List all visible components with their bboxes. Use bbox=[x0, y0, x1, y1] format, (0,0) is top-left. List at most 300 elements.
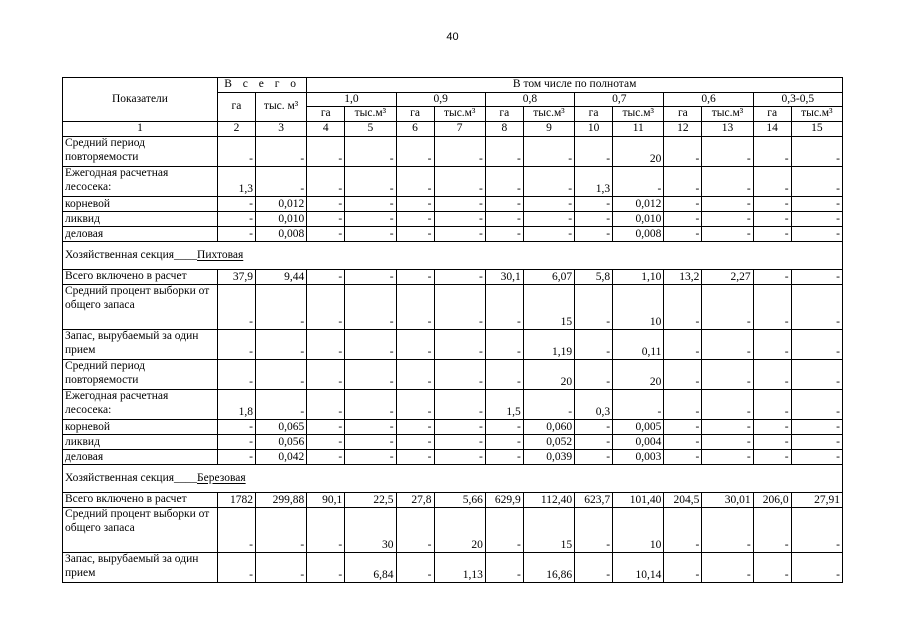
table-cell: - bbox=[791, 167, 842, 197]
table-cell: - bbox=[664, 227, 702, 242]
table-cell: - bbox=[434, 227, 485, 242]
column-number: 2 bbox=[217, 122, 255, 137]
table-cell: - bbox=[485, 420, 523, 435]
header-unit-ha: га bbox=[753, 107, 791, 122]
table-cell: - bbox=[575, 450, 613, 465]
table-cell: - bbox=[702, 435, 753, 450]
page-number: 40 bbox=[446, 31, 459, 43]
table-cell: - bbox=[753, 508, 791, 553]
table-cell: - bbox=[307, 330, 345, 360]
table-cell: - bbox=[575, 553, 613, 583]
header-indicators: Показатели bbox=[63, 78, 218, 122]
table-cell: - bbox=[791, 390, 842, 420]
table-cell: - bbox=[791, 508, 842, 553]
table-cell: - bbox=[664, 450, 702, 465]
table-cell: - bbox=[753, 330, 791, 360]
table-cell: - bbox=[753, 167, 791, 197]
table-cell: - bbox=[485, 553, 523, 583]
table-cell: - bbox=[396, 167, 434, 197]
table-cell: - bbox=[434, 450, 485, 465]
table-cell: - bbox=[575, 435, 613, 450]
section-prefix: Хозяйственная секция bbox=[65, 471, 175, 484]
table-cell: 16,86 bbox=[523, 553, 574, 583]
table-cell: 1,5 bbox=[485, 390, 523, 420]
table-cell: - bbox=[791, 197, 842, 212]
table-cell: - bbox=[345, 227, 396, 242]
table-cell: - bbox=[307, 420, 345, 435]
table-cell: - bbox=[396, 330, 434, 360]
row-label: Всего включено в расчет bbox=[63, 270, 218, 285]
table-cell: - bbox=[307, 435, 345, 450]
table-row bbox=[63, 553, 843, 583]
column-number: 6 bbox=[396, 122, 434, 137]
table-cell: - bbox=[575, 197, 613, 212]
table-cell: - bbox=[791, 450, 842, 465]
table-cell: - bbox=[434, 285, 485, 330]
table-cell: 1,10 bbox=[613, 270, 664, 285]
table-cell: - bbox=[791, 330, 842, 360]
table-cell: - bbox=[434, 137, 485, 167]
table-cell: - bbox=[434, 330, 485, 360]
table-cell: 27,8 bbox=[396, 493, 434, 508]
table-cell: - bbox=[523, 227, 574, 242]
header-total: В с е г о bbox=[217, 78, 306, 93]
header-unit-volume: тыс.м³ bbox=[613, 107, 664, 122]
table-cell: - bbox=[255, 508, 306, 553]
table-row bbox=[63, 450, 843, 465]
table-cell: - bbox=[791, 435, 842, 450]
table-cell: - bbox=[217, 508, 255, 553]
table-cell: - bbox=[396, 212, 434, 227]
table-cell: - bbox=[664, 360, 702, 390]
table-cell: 0,3 bbox=[575, 390, 613, 420]
table-cell: 0,010 bbox=[613, 212, 664, 227]
table-cell: - bbox=[485, 508, 523, 553]
table-cell: - bbox=[753, 390, 791, 420]
table-cell: - bbox=[791, 212, 842, 227]
table-cell: 30 bbox=[345, 508, 396, 553]
section-name: Березовая bbox=[197, 471, 246, 484]
section-header bbox=[63, 242, 843, 270]
row-label: Средний процент выборки от общего запаса bbox=[63, 508, 218, 553]
table-cell: - bbox=[345, 360, 396, 390]
column-number: 1 bbox=[63, 122, 218, 137]
table-cell: 0,11 bbox=[613, 330, 664, 360]
table-cell: 0,005 bbox=[613, 420, 664, 435]
header-total-ha: га bbox=[217, 92, 255, 122]
table-cell: 1782 bbox=[217, 493, 255, 508]
row-label: Средний процент выборки от общего запаса bbox=[63, 285, 218, 330]
table-cell: - bbox=[753, 360, 791, 390]
table-cell: 1,8 bbox=[217, 390, 255, 420]
table-cell: - bbox=[217, 553, 255, 583]
table-row bbox=[63, 285, 843, 330]
table-cell: 0,008 bbox=[613, 227, 664, 242]
table-cell: - bbox=[345, 270, 396, 285]
table-cell: - bbox=[345, 285, 396, 330]
column-number: 13 bbox=[702, 122, 753, 137]
table-cell: - bbox=[753, 137, 791, 167]
table-cell: 10 bbox=[613, 285, 664, 330]
table-cell: - bbox=[613, 167, 664, 197]
header-density: 0,7 bbox=[575, 92, 664, 107]
table-cell: - bbox=[345, 420, 396, 435]
table-row bbox=[63, 508, 843, 553]
table-cell: - bbox=[753, 227, 791, 242]
table-cell: - bbox=[485, 285, 523, 330]
row-label: деловая bbox=[63, 450, 218, 465]
table-cell: - bbox=[791, 270, 842, 285]
section-prefix: Хозяйственная секция bbox=[65, 248, 175, 261]
section-underline: ____ bbox=[174, 248, 198, 261]
table-cell: 5,66 bbox=[434, 493, 485, 508]
table-cell: - bbox=[702, 197, 753, 212]
table-cell: - bbox=[396, 390, 434, 420]
table-cell: - bbox=[702, 167, 753, 197]
table-cell: - bbox=[485, 450, 523, 465]
row-label: корневой bbox=[63, 197, 218, 212]
table-row bbox=[63, 390, 843, 420]
table-row bbox=[63, 212, 843, 227]
table-cell: - bbox=[702, 508, 753, 553]
table-cell: - bbox=[307, 167, 345, 197]
table-cell: - bbox=[664, 553, 702, 583]
row-label: ликвид bbox=[63, 212, 218, 227]
table-cell: - bbox=[664, 435, 702, 450]
table-cell: - bbox=[345, 330, 396, 360]
table-row bbox=[63, 197, 843, 212]
header-density: 1,0 bbox=[307, 92, 396, 107]
table-cell: - bbox=[217, 212, 255, 227]
table-cell: - bbox=[434, 420, 485, 435]
header-unit-volume: тыс.м³ bbox=[345, 107, 396, 122]
table-cell: 1,19 bbox=[523, 330, 574, 360]
row-label: Запас, вырубаемый за один прием bbox=[63, 330, 218, 360]
table-cell: - bbox=[345, 450, 396, 465]
table-cell: - bbox=[702, 285, 753, 330]
table-cell: - bbox=[575, 285, 613, 330]
table-cell: 10,14 bbox=[613, 553, 664, 583]
table-cell: - bbox=[396, 420, 434, 435]
table-cell: - bbox=[434, 270, 485, 285]
table-cell: - bbox=[523, 137, 574, 167]
table-cell: - bbox=[217, 197, 255, 212]
header-unit-ha: га bbox=[485, 107, 523, 122]
table-cell: - bbox=[485, 167, 523, 197]
table-cell: - bbox=[434, 212, 485, 227]
table-cell: - bbox=[217, 450, 255, 465]
table-cell: - bbox=[575, 420, 613, 435]
column-number: 3 bbox=[255, 122, 306, 137]
row-label: Средний период повторяемости bbox=[63, 137, 218, 167]
table-cell: - bbox=[307, 360, 345, 390]
table-cell: - bbox=[255, 390, 306, 420]
table-cell: - bbox=[702, 420, 753, 435]
table-cell: 0,003 bbox=[613, 450, 664, 465]
column-number: 10 bbox=[575, 122, 613, 137]
table-cell: - bbox=[613, 390, 664, 420]
header-unit-volume: тыс.м³ bbox=[434, 107, 485, 122]
table-cell: 299,88 bbox=[255, 493, 306, 508]
table-cell: - bbox=[702, 212, 753, 227]
table-cell: - bbox=[434, 435, 485, 450]
table-cell: - bbox=[664, 167, 702, 197]
table-cell: - bbox=[345, 435, 396, 450]
table-cell: - bbox=[255, 360, 306, 390]
table-cell: 629,9 bbox=[485, 493, 523, 508]
table-cell: 30,1 bbox=[485, 270, 523, 285]
table-cell: - bbox=[307, 137, 345, 167]
row-label: Ежегодная расчетная лесосека: bbox=[63, 167, 218, 197]
table-cell: - bbox=[396, 270, 434, 285]
table-cell: 101,40 bbox=[613, 493, 664, 508]
table-cell: - bbox=[753, 553, 791, 583]
table-cell: - bbox=[753, 435, 791, 450]
table-cell: - bbox=[753, 270, 791, 285]
table-cell: 15 bbox=[523, 508, 574, 553]
table-cell: - bbox=[485, 137, 523, 167]
table-cell: - bbox=[523, 167, 574, 197]
table-cell: - bbox=[396, 450, 434, 465]
table-cell: - bbox=[255, 330, 306, 360]
table-cell: - bbox=[664, 330, 702, 360]
table-cell: - bbox=[753, 285, 791, 330]
table-cell: - bbox=[255, 137, 306, 167]
row-label: корневой bbox=[63, 420, 218, 435]
table-cell: - bbox=[664, 137, 702, 167]
table-row bbox=[63, 435, 843, 450]
row-label: ликвид bbox=[63, 435, 218, 450]
row-label: Запас, вырубаемый за один прием bbox=[63, 553, 218, 583]
table-cell: 0,010 bbox=[255, 212, 306, 227]
table-cell: - bbox=[791, 420, 842, 435]
table-cell: 27,91 bbox=[791, 493, 842, 508]
table-cell: - bbox=[396, 227, 434, 242]
table-cell: - bbox=[753, 450, 791, 465]
header-density: 0,8 bbox=[485, 92, 574, 107]
section-name: Пихтовая bbox=[197, 248, 244, 261]
table-cell: - bbox=[791, 285, 842, 330]
table-row bbox=[63, 360, 843, 390]
table-cell: - bbox=[523, 212, 574, 227]
column-number: 9 bbox=[523, 122, 574, 137]
table-cell: - bbox=[217, 360, 255, 390]
table-cell: - bbox=[523, 390, 574, 420]
column-number: 8 bbox=[485, 122, 523, 137]
column-number: 7 bbox=[434, 122, 485, 137]
table-cell: - bbox=[702, 227, 753, 242]
table-cell: - bbox=[307, 270, 345, 285]
table-cell: 20 bbox=[613, 360, 664, 390]
table-cell: - bbox=[396, 197, 434, 212]
table-cell: - bbox=[664, 285, 702, 330]
table-cell: - bbox=[345, 390, 396, 420]
table-cell: - bbox=[396, 508, 434, 553]
table-cell: 0,012 bbox=[255, 197, 306, 212]
table-cell: - bbox=[575, 508, 613, 553]
table-cell: - bbox=[485, 330, 523, 360]
table-cell: 0,004 bbox=[613, 435, 664, 450]
table-cell: - bbox=[575, 212, 613, 227]
table-cell: - bbox=[702, 553, 753, 583]
column-number: 4 bbox=[307, 122, 345, 137]
table-cell: - bbox=[485, 227, 523, 242]
table-cell: 90,1 bbox=[307, 493, 345, 508]
table-cell: - bbox=[307, 390, 345, 420]
table-cell: - bbox=[753, 420, 791, 435]
table-cell: - bbox=[702, 390, 753, 420]
table-cell: 623,7 bbox=[575, 493, 613, 508]
table-cell: 0,008 bbox=[255, 227, 306, 242]
header-unit-volume: тыс.м³ bbox=[791, 107, 842, 122]
table-cell: - bbox=[307, 212, 345, 227]
table-cell: 0,052 bbox=[523, 435, 574, 450]
table-cell: 0,056 bbox=[255, 435, 306, 450]
header-total-volume: тыс. м³ bbox=[255, 92, 306, 122]
table-cell: - bbox=[702, 137, 753, 167]
table-cell: - bbox=[434, 360, 485, 390]
table-cell: - bbox=[307, 508, 345, 553]
table-cell: - bbox=[791, 137, 842, 167]
table-row bbox=[63, 330, 843, 360]
table-cell: - bbox=[702, 450, 753, 465]
table-cell: 37,9 bbox=[217, 270, 255, 285]
table-cell: 0,065 bbox=[255, 420, 306, 435]
section-row bbox=[63, 465, 843, 493]
section-underline: ____ bbox=[174, 471, 198, 484]
table-cell: - bbox=[791, 360, 842, 390]
table-cell: - bbox=[255, 553, 306, 583]
table-cell: - bbox=[485, 435, 523, 450]
table-cell: - bbox=[255, 167, 306, 197]
table-cell: - bbox=[664, 420, 702, 435]
header-density: 0,3-0,5 bbox=[753, 92, 842, 107]
table-cell: 1,13 bbox=[434, 553, 485, 583]
table-cell: - bbox=[575, 360, 613, 390]
table-cell: 0,060 bbox=[523, 420, 574, 435]
header-unit-volume: тыс.м³ bbox=[523, 107, 574, 122]
header-by-density: В том числе по полнотам bbox=[307, 78, 843, 93]
table-cell: - bbox=[345, 137, 396, 167]
table-cell: 5,8 bbox=[575, 270, 613, 285]
row-label: Средний период повторяемости bbox=[63, 360, 218, 390]
table-cell: - bbox=[217, 330, 255, 360]
table-cell: - bbox=[345, 212, 396, 227]
header-unit-ha: га bbox=[307, 107, 345, 122]
row-label: Ежегодная расчетная лесосека: bbox=[63, 390, 218, 420]
table-cell: - bbox=[523, 197, 574, 212]
table-cell: - bbox=[664, 197, 702, 212]
table-row bbox=[63, 167, 843, 197]
table-cell: 1,3 bbox=[575, 167, 613, 197]
table-cell: - bbox=[575, 330, 613, 360]
table-cell: 13,2 bbox=[664, 270, 702, 285]
table-cell: 20 bbox=[434, 508, 485, 553]
table-cell: - bbox=[485, 197, 523, 212]
table-row bbox=[63, 137, 843, 167]
column-number: 5 bbox=[345, 122, 396, 137]
table-cell: - bbox=[434, 197, 485, 212]
table-cell: - bbox=[217, 285, 255, 330]
table-cell: - bbox=[307, 285, 345, 330]
header-unit-ha: га bbox=[396, 107, 434, 122]
table-cell: 0,042 bbox=[255, 450, 306, 465]
table-cell: 10 bbox=[613, 508, 664, 553]
row-label: Всего включено в расчет bbox=[63, 493, 218, 508]
table-cell: - bbox=[307, 197, 345, 212]
table-cell: - bbox=[791, 553, 842, 583]
header-density: 0,9 bbox=[396, 92, 485, 107]
table-cell: - bbox=[702, 330, 753, 360]
table-cell: 206,0 bbox=[753, 493, 791, 508]
table-cell: 20 bbox=[613, 137, 664, 167]
table-cell: - bbox=[345, 197, 396, 212]
table-cell: - bbox=[217, 137, 255, 167]
table-cell: 2,27 bbox=[702, 270, 753, 285]
table-cell: - bbox=[664, 508, 702, 553]
table-cell: - bbox=[575, 227, 613, 242]
table-cell: - bbox=[255, 285, 306, 330]
table-row bbox=[63, 493, 843, 508]
table-cell: 112,40 bbox=[523, 493, 574, 508]
table-cell: 0,039 bbox=[523, 450, 574, 465]
table-cell: - bbox=[575, 137, 613, 167]
section-header bbox=[63, 465, 843, 493]
table-cell: - bbox=[485, 212, 523, 227]
table-cell: - bbox=[307, 227, 345, 242]
table-cell: - bbox=[485, 360, 523, 390]
table-cell: 0,012 bbox=[613, 197, 664, 212]
table-cell: 6,84 bbox=[345, 553, 396, 583]
table-cell: - bbox=[217, 227, 255, 242]
table-cell: - bbox=[791, 227, 842, 242]
column-number: 15 bbox=[791, 122, 842, 137]
table-cell: 20 bbox=[523, 360, 574, 390]
column-number: 14 bbox=[753, 122, 791, 137]
table-cell: 204,5 bbox=[664, 493, 702, 508]
header-unit-ha: га bbox=[664, 107, 702, 122]
table-cell: - bbox=[396, 435, 434, 450]
header-unit-ha: га bbox=[575, 107, 613, 122]
header-density: 0,6 bbox=[664, 92, 753, 107]
table-cell: - bbox=[434, 167, 485, 197]
table-cell: - bbox=[434, 390, 485, 420]
row-label: деловая bbox=[63, 227, 218, 242]
table-cell: 22,5 bbox=[345, 493, 396, 508]
table-cell: - bbox=[396, 360, 434, 390]
column-number: 11 bbox=[613, 122, 664, 137]
table-cell: - bbox=[664, 212, 702, 227]
table-cell: - bbox=[217, 420, 255, 435]
table-cell: 6,07 bbox=[523, 270, 574, 285]
table-cell: 30,01 bbox=[702, 493, 753, 508]
table-cell: - bbox=[396, 553, 434, 583]
table-row bbox=[63, 270, 843, 285]
table-cell: - bbox=[217, 435, 255, 450]
table-cell: - bbox=[345, 167, 396, 197]
table-cell: - bbox=[753, 212, 791, 227]
table-cell: - bbox=[396, 137, 434, 167]
table-cell: - bbox=[702, 360, 753, 390]
column-number: 12 bbox=[664, 122, 702, 137]
table-cell: 9,44 bbox=[255, 270, 306, 285]
table-cell: - bbox=[753, 197, 791, 212]
table-row bbox=[63, 227, 843, 242]
table-cell: 15 bbox=[523, 285, 574, 330]
table-cell: 1,3 bbox=[217, 167, 255, 197]
table-cell: - bbox=[307, 553, 345, 583]
table-cell: - bbox=[664, 390, 702, 420]
